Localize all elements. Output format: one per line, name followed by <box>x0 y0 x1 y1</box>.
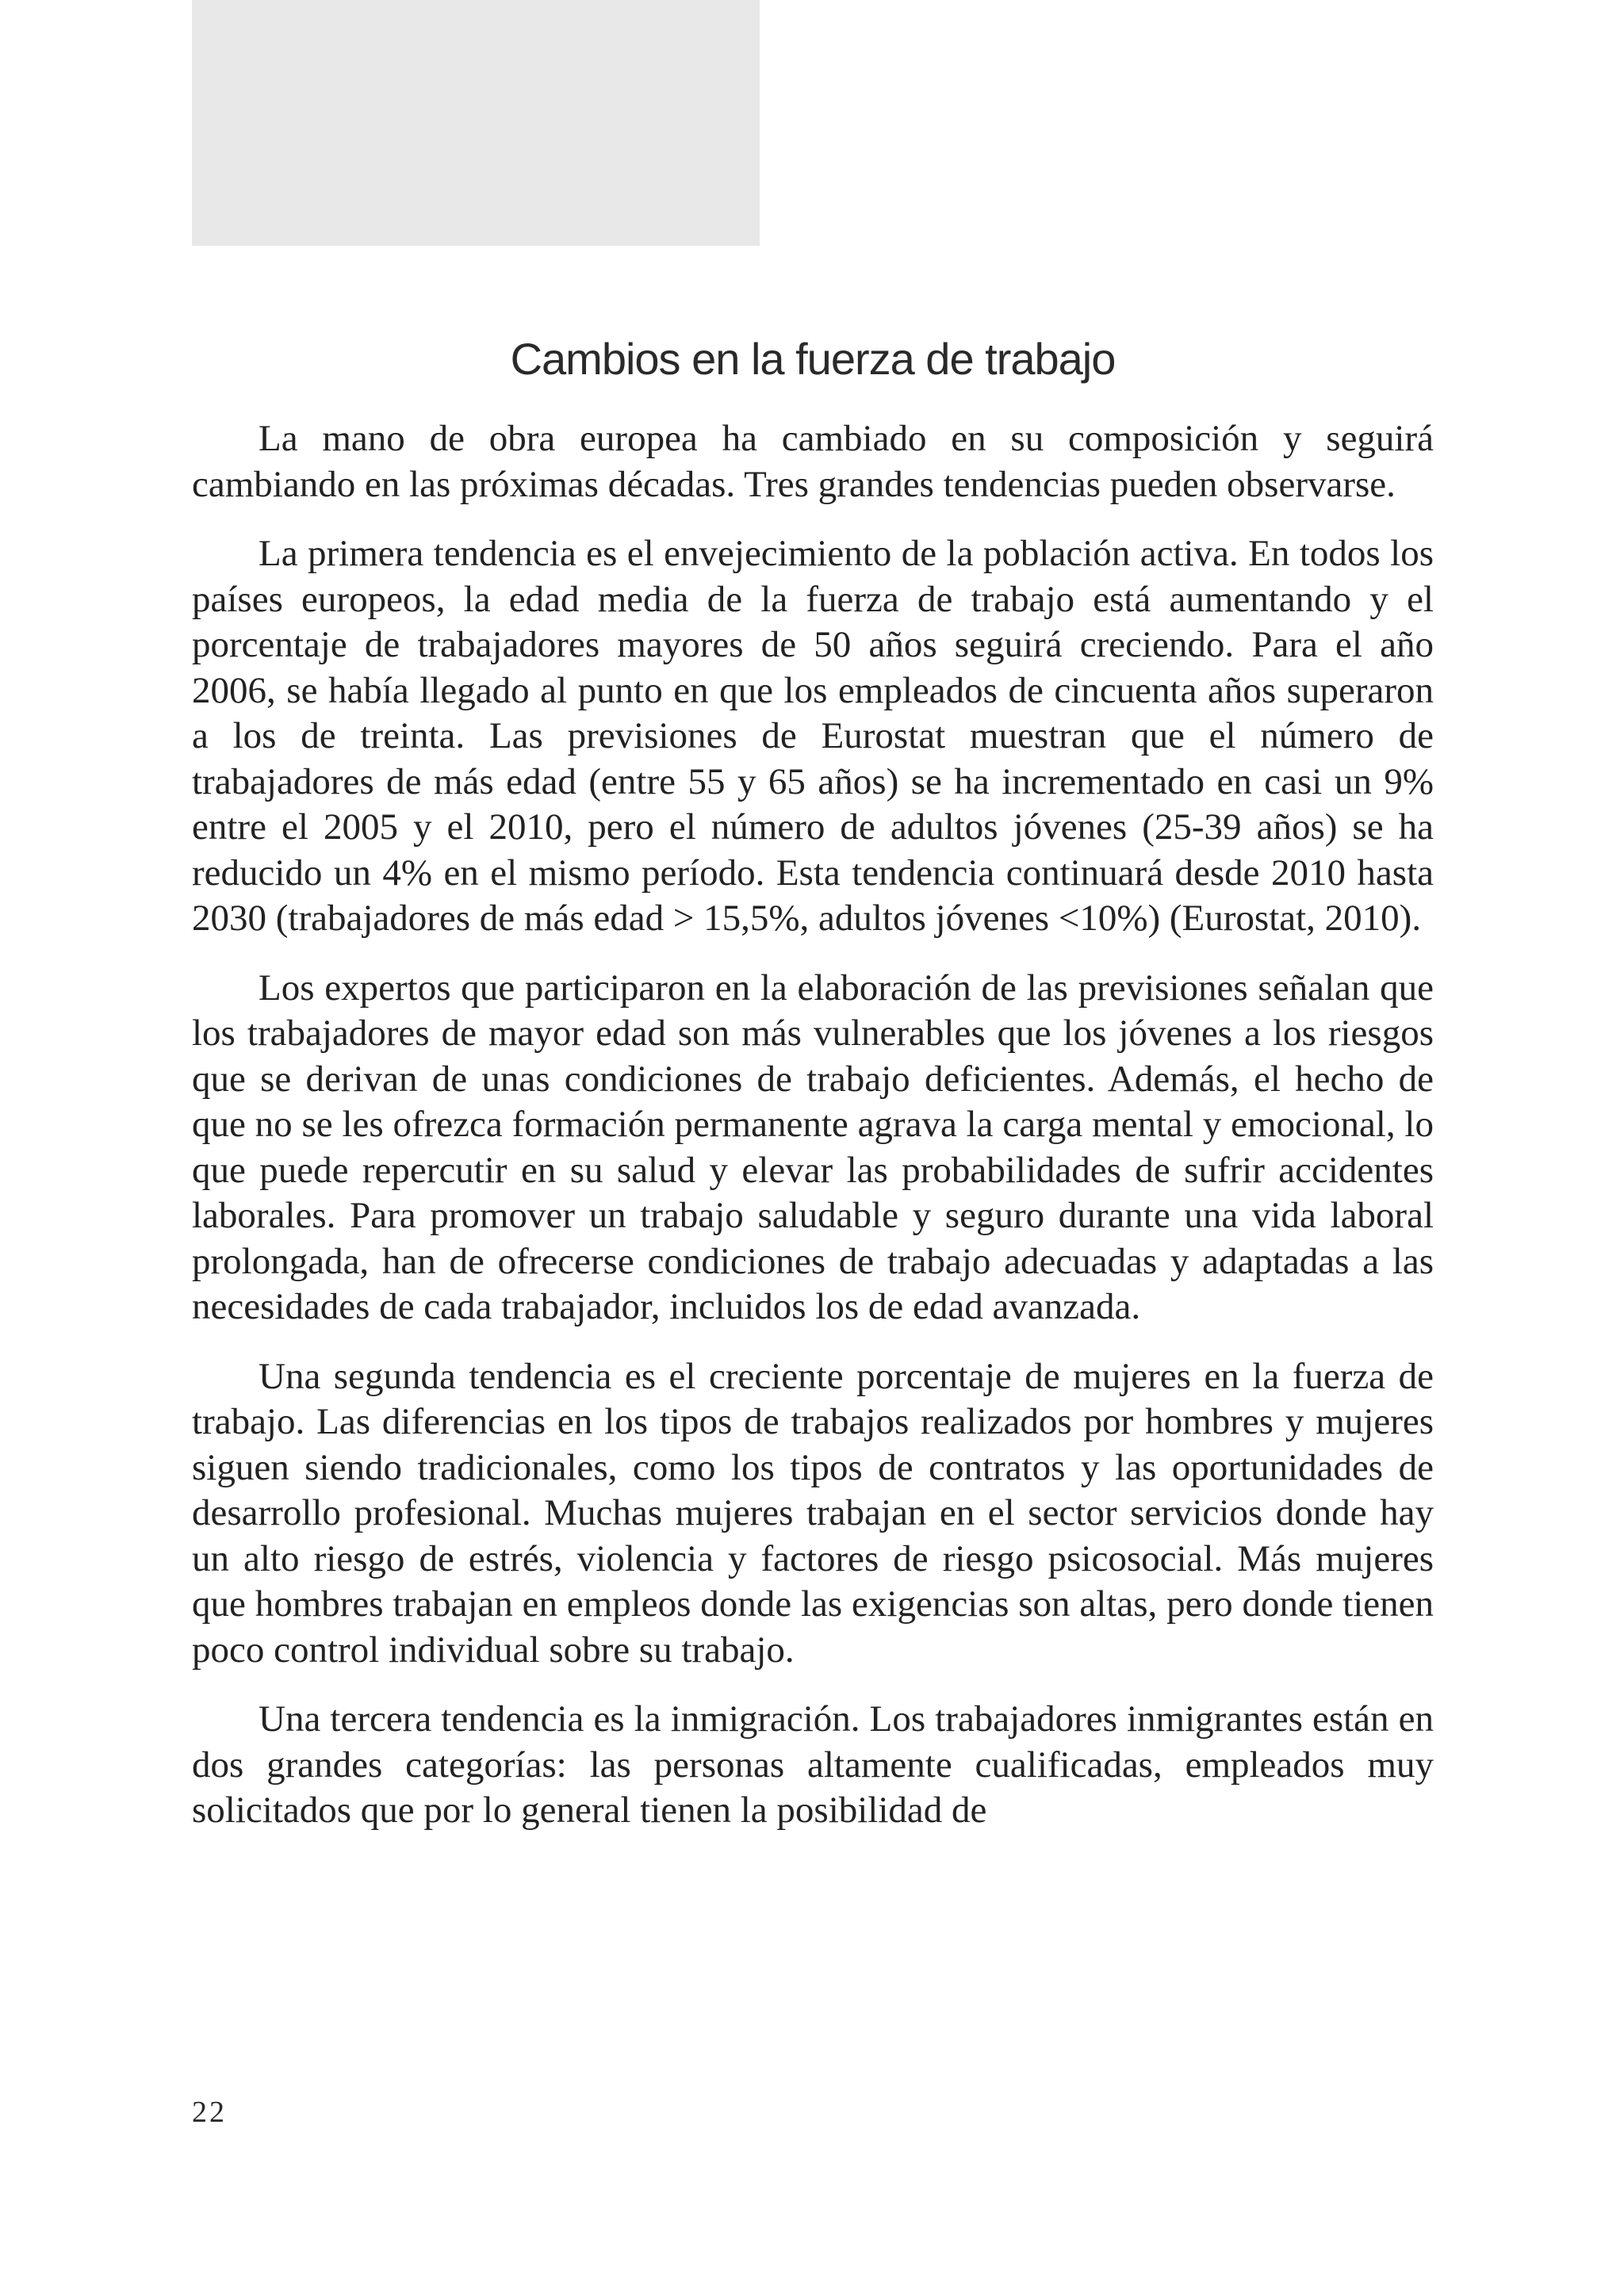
paragraph: Los expertos que participaron en la elaboración de las previsiones señalan que los trabajadores de mayor edad son más vulnerables que los jóvenes a los riesgos que se derivan de unas condiciones de trabajo deficientes. Además, el hecho de que no se les ofrezca formación permanente agrava la carga mental y emocional, lo que puede repercutir en su salud y elevar las probabilidades de sufrir accidentes laborales. Para promover un trabajo saludable y seguro durante una vida laboral prolongada, han de ofrecerse condiciones de trabajo adecuadas y adaptadas a las necesidades de cada trabajador, incluidos los de edad avanzada. <box>192 967 1434 1327</box>
body-text <box>192 416 1434 1858</box>
paragraph: La primera tendencia es el envejecimiento de la población activa. En todos los países europeos, la edad media de la fuerza de trabajo está aumentando y el porcentaje de trabajadores mayores de 50 años seguirá creciendo. Para el año 2006, se había llegado al punto en que los empleados de cincuenta años superaron a los de treinta. Las previsiones de Eurostat muestran que el número de trabajadores de más edad (entre 55 y 65 años) se ha incrementado en casi un 9% entre el 2005 y el 2010, pero el número de adultos jóvenes (25-39 años) se ha reducido un 4% en el mismo período. Esta tendencia continuará desde 2010 hasta 2030 (trabajadores de más edad > 15,5%, adultos jóvenes <10%) (Eurostat, 2010). <box>192 533 1434 939</box>
section-title: Cambios en la fuerza de trabajo <box>510 334 1116 384</box>
page-number: 22 <box>192 2096 227 2129</box>
header-gray-block <box>192 0 760 246</box>
paragraph: Una tercera tendencia es la inmigración. Los trabajadores inmigrantes están en dos grandes categorías: las personas altamente cualificadas, empleados muy solicitados que por lo general tienen la posibilidad de <box>192 1698 1434 1831</box>
paragraph: Una segunda tendencia es el creciente porcentaje de mujeres en la fuerza de trabajo. Las diferencias en los tipos de trabajos realizados por hombres y mujeres siguen siendo tradicionales, como los tipos de contratos y las oportunidades de desarrollo profesional. Muchas mujeres trabajan en el sector servicios donde hay un alto riesgo de estrés, violencia y factores de riesgo psicosocial. Más mujeres que hombres trabajan en empleos donde las exigencias son altas, pero donde tienen poco control individual sobre su trabajo. <box>192 1355 1434 1671</box>
paragraph: La mano de obra europea ha cambiado en su composición y seguirá cambiando en las próximas décadas. Tres grandes tendencias pueden observarse. <box>192 418 1434 505</box>
